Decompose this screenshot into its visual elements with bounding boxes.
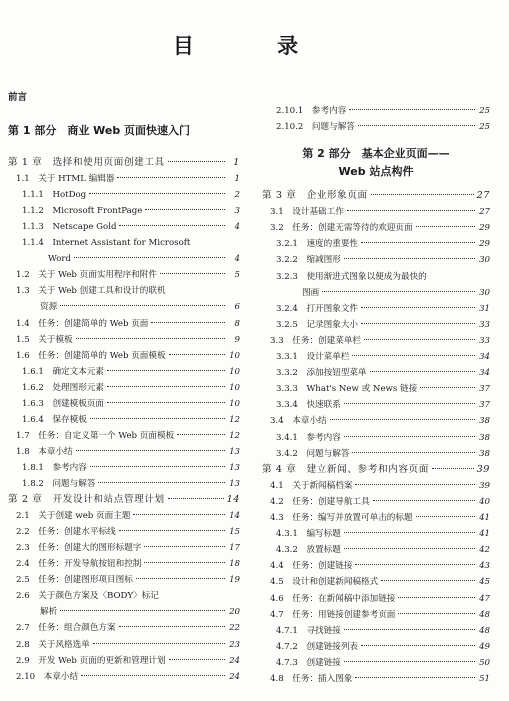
toc-entry — [8, 429, 240, 443]
toc-entry-title: 1.1.3 Netscape Gold — [22, 222, 117, 233]
toc-entry-title: 1.5 关于模板 — [16, 334, 73, 345]
toc-leader-dots — [76, 450, 225, 451]
toc-entry — [262, 334, 490, 348]
toc-entry — [8, 268, 240, 282]
toc-entry — [8, 525, 240, 539]
toc-page-number: 34 — [479, 352, 490, 362]
toc-page-number: 12 — [229, 414, 240, 425]
toc-page-number: 6 — [234, 302, 240, 313]
toc-page-number: 19 — [229, 575, 240, 586]
toc-entry-title: 2.10.1 参考内容 — [276, 106, 347, 116]
toc-entry-title: 1.2 关于 Web 页面实用程序和附件 — [16, 270, 157, 281]
toc-entry — [262, 575, 490, 589]
toc-page-number: 14 — [226, 494, 240, 506]
toc-leader-dots — [169, 659, 225, 660]
toc-entry-title: 3.3.1 设计菜单栏 — [276, 352, 350, 362]
part-2-heading-line1: 第 2 部分 基本企业页面—— — [302, 147, 450, 160]
toc-entry — [8, 461, 240, 475]
toc-leader-dots — [355, 677, 475, 678]
toc-entry-title: 3.2.3 使用渐进式图象以便成为最快的 — [276, 271, 427, 282]
toc-page-number: 48 — [479, 609, 490, 620]
toc-entry — [262, 350, 490, 364]
toc-entry — [8, 621, 240, 635]
toc-leader-dots — [371, 194, 474, 195]
toc-page-number: 45 — [479, 577, 490, 588]
toc-entry — [8, 300, 240, 314]
toc-entry-title: 4.3.2 放置标题 — [276, 545, 341, 556]
toc-leader-dots — [169, 354, 225, 355]
toc-entry — [262, 543, 490, 557]
toc-page-number: 38 — [479, 448, 490, 459]
toc-page-number: 2 — [234, 190, 240, 201]
toc-leader-dots — [81, 675, 225, 676]
toc-page-number: 47 — [479, 593, 490, 604]
toc-leader-dots — [344, 403, 475, 404]
toc-leader-dots — [355, 564, 475, 565]
toc-entry-title: 4.5 设计和创建新闻稿格式 — [270, 577, 379, 588]
toc-entry-title: 4.2 任务：创建导航工具 — [270, 496, 370, 507]
toc-page-number: 10 — [229, 366, 240, 377]
toc-entry — [8, 252, 240, 266]
toc-entry-title: 1.8.1 参考内容 — [22, 462, 87, 473]
toc-entry-title: 3.3.4 快速联系 — [276, 400, 341, 411]
toc-leader-dots — [344, 661, 475, 662]
toc-page-number: 4 — [234, 254, 240, 265]
toc-entry-title: 3.4.2 问题与解答 — [276, 448, 350, 459]
toc-leader-dots — [168, 161, 225, 162]
toc-entry — [8, 349, 240, 363]
toc-entry-title: 1.4 任务：创建简单的 Web 页面 — [16, 318, 149, 329]
toc-entry — [8, 284, 240, 298]
toc-entry-title: 1.8.2 问题与解答 — [22, 479, 96, 489]
toc-entry-title: 3.2.2 缩减图形 — [276, 255, 341, 266]
toc-entry-title: 1.1 关于 HTML 编辑器 — [16, 174, 115, 185]
toc-entry-title: 2.10.2 问题与解答 — [276, 122, 355, 132]
toc-entry — [262, 527, 490, 541]
toc-entry — [8, 333, 240, 347]
toc-entry-title: Word — [48, 254, 72, 265]
toc-entry — [262, 656, 490, 670]
toc-leader-dots — [144, 546, 225, 547]
toc-leader-dots — [432, 468, 474, 469]
toc-entry-title: 3.2.1 速度的重要性 — [276, 239, 359, 250]
toc-entry-title: 2.4 任务：开发导航按钮和控制 — [16, 559, 142, 570]
toc-entry — [8, 204, 240, 218]
toc-entry-title: 2.2 任务：创建水平标线 — [16, 527, 116, 538]
toc-leader-dots — [89, 193, 225, 194]
toc-entry — [262, 104, 490, 118]
toc-page-number: 41 — [479, 529, 490, 540]
toc-chapter-entry — [262, 463, 490, 477]
toc-entry — [262, 382, 490, 396]
toc-entry-title: 4.6 任务：在新闻稿中添加链接 — [270, 593, 396, 604]
toc-entry — [262, 318, 490, 332]
toc-page-number: 8 — [234, 318, 240, 329]
toc-page-number: 42 — [479, 545, 490, 556]
toc-entry-title: 3.3 任务：创建菜单栏 — [270, 335, 362, 346]
toc-entry-title: 3.3.3 What's New 或 News 链接 — [276, 384, 418, 395]
toc-leader-dots — [420, 387, 475, 388]
toc-entry — [8, 477, 240, 491]
toc-entry-title: 4.7.3 创建链接 — [276, 657, 341, 668]
toc-page-number: 18 — [229, 559, 240, 570]
toc-page-number: 51 — [479, 674, 490, 684]
toc-entry-title: 1.7 任务：自定义第一个 Web 页面模板 — [16, 430, 175, 441]
toc-entry-title: 3.2.5 记录图象大小 — [276, 319, 359, 330]
toc-leader-dots — [347, 210, 475, 211]
toc-entry — [8, 365, 240, 379]
toc-entry-title: 4.1 关于新闻稿档案 — [270, 480, 353, 491]
toc-page-number: 38 — [479, 416, 490, 427]
toc-entry — [8, 172, 240, 186]
toc-page-number: 22 — [229, 623, 240, 634]
toc-page-number: 27 — [479, 207, 490, 218]
toc-entry-title: 1.6.4 保存模板 — [22, 414, 87, 425]
toc-leader-dots — [416, 226, 475, 227]
toc-entry — [262, 431, 490, 445]
toc-page-number: 48 — [479, 625, 490, 636]
toc-entry — [8, 638, 240, 652]
toc-page-number: 17 — [229, 543, 240, 554]
toc-entry-title: 4.3.1 编写标题 — [276, 529, 341, 540]
toc-page-number: 41 — [479, 513, 490, 523]
toc-entry — [8, 670, 240, 684]
toc-page-number: 25 — [479, 122, 490, 132]
toc-entry-title: 4.7.1 寻找链接 — [276, 625, 341, 636]
toc-leader-dots — [352, 452, 475, 453]
toc-entry — [8, 397, 240, 411]
toc-leader-dots — [117, 177, 225, 178]
toc-page-number: 23 — [229, 639, 240, 650]
toc-page-number: 24 — [229, 655, 240, 666]
toc-entry-title: 2.6 关于颜色方案及〈BODY〉标记 — [16, 591, 159, 602]
toc-leader-dots — [76, 338, 225, 339]
toc-entry — [262, 398, 490, 412]
toc-leader-dots — [60, 305, 225, 306]
toc-page-number: 30 — [479, 255, 490, 266]
toc-entry-title: 3.2.4 打开图象文件 — [276, 303, 359, 314]
toc-leader-dots — [344, 532, 475, 533]
toc-page-number: 15 — [229, 527, 240, 538]
toc-page-number: 38 — [479, 432, 490, 443]
toc-leader-dots — [370, 371, 475, 372]
toc-leader-dots — [322, 291, 475, 292]
toc-entry — [262, 640, 490, 654]
toc-leader-dots — [361, 242, 475, 243]
toc-chapter-entry — [8, 156, 240, 170]
toc-page-number: 43 — [479, 561, 490, 572]
toc-page-number: 13 — [229, 446, 240, 457]
toc-leader-dots — [160, 273, 225, 274]
toc-leader-dots — [177, 434, 225, 435]
toc-entry-title: 2.10 本章小结 — [16, 671, 79, 682]
toc-leader-dots — [358, 125, 475, 126]
toc-leader-dots — [344, 436, 475, 437]
toc-page-number: 37 — [479, 384, 490, 395]
toc-leader-dots — [364, 339, 475, 340]
toc-leader-dots — [98, 482, 225, 483]
toc-entry — [8, 589, 240, 603]
toc-page-number: 5 — [234, 270, 240, 281]
toc-entry-title: 4.7 任务：用链接创建参考页面 — [270, 609, 396, 620]
toc-leader-dots — [330, 419, 475, 420]
toc-page-number: 24 — [229, 671, 240, 682]
toc-entry-title: 1.1.1 HotDog — [22, 190, 87, 201]
toc-entry — [262, 120, 490, 134]
toc-leader-dots — [133, 514, 225, 515]
toc-leader-dots — [168, 498, 224, 499]
toc-entry-title: 2.9 开发 Web 页面的更新和管理计划 — [16, 655, 166, 666]
toc-entry — [8, 413, 240, 427]
toc-entry-title: 图画 — [302, 287, 320, 298]
toc-page-number: 50 — [479, 657, 490, 668]
toc-leader-dots — [344, 258, 475, 259]
toc-entry-title: 4.4 任务：创建链接 — [270, 561, 353, 572]
toc-leader-dots — [107, 386, 225, 387]
toc-entry — [8, 654, 240, 668]
toc-leader-dots — [361, 323, 475, 324]
part-1-heading: 第 1 部分 商业 Web 页面快速入门 — [8, 124, 191, 137]
toc-entry-title: 3.4 本章小结 — [270, 416, 327, 427]
toc-leader-dots — [398, 597, 475, 598]
toc-entry — [8, 509, 240, 523]
toc-entry — [262, 592, 490, 606]
toc-entry — [262, 414, 490, 428]
toc-entry-title: 3.4.1 参考内容 — [276, 432, 341, 443]
toc-page-number: 20 — [229, 607, 240, 618]
toc-leader-dots — [373, 500, 475, 501]
toc-entry-title: 1.1.4 Internet Assistant for Microsoft — [22, 238, 191, 249]
toc-entry — [262, 366, 490, 380]
toc-page-number: 10 — [229, 398, 240, 409]
toc-entry-title: 3.3.2 添加按钮型菜单 — [276, 368, 367, 379]
toc-page-number: 37 — [479, 400, 490, 411]
toc-page-number: 39 — [479, 480, 490, 491]
toc-entry-title: 1.3 关于 Web 创建工具和设计的联机 — [16, 286, 166, 297]
toc-leader-dots — [144, 562, 225, 563]
toc-entry-title: 2.5 任务：创建图形项目图标 — [16, 575, 133, 586]
toc-page-number: 39 — [476, 463, 490, 475]
toc-entry-title: 4.3 任务：编写并放置可单击的标题 — [270, 513, 413, 523]
toc-entry-title: 2.7 任务：组合颜色方案 — [16, 623, 116, 634]
toc-leader-dots — [349, 109, 475, 110]
toc-entry-title: 2.8 关于风格选单 — [16, 639, 90, 650]
toc-entry — [262, 447, 490, 461]
toc-chapter-entry — [262, 189, 490, 203]
toc-entry-title: 1.6 任务：创建简单的 Web 页面模板 — [16, 350, 166, 361]
toc-leader-dots — [74, 257, 225, 258]
toc-leader-dots — [361, 307, 475, 308]
toc-page-number: 1 — [234, 174, 240, 185]
toc-page-number: 33 — [479, 319, 490, 330]
toc-page-number: 29 — [479, 223, 490, 234]
toc-page-number: 25 — [479, 106, 490, 116]
toc-page-number: 14 — [229, 511, 240, 522]
toc-entry-title: 1.1.2 Microsoft FrontPage — [22, 206, 143, 217]
toc-leader-dots — [119, 225, 225, 226]
toc-entry — [262, 608, 490, 622]
toc-page-number: 1 — [233, 157, 240, 168]
toc-entry — [8, 541, 240, 555]
toc-entry — [262, 253, 490, 267]
toc-entry-title: 解析 — [40, 607, 58, 618]
toc-page-number: 27 — [476, 190, 490, 201]
toc-page-number: 40 — [479, 496, 490, 507]
toc-entry — [262, 237, 490, 251]
toc-page-number: 3 — [234, 206, 240, 217]
toc-page-number: 30 — [479, 287, 490, 298]
toc-page-number: 33 — [479, 335, 490, 346]
toc-leader-dots — [151, 322, 225, 323]
toc-entry — [262, 205, 490, 219]
toc-leader-dots — [145, 209, 225, 210]
toc-entry — [8, 317, 240, 331]
toc-page-number: 10 — [229, 350, 240, 361]
toc-entry — [262, 672, 490, 686]
toc-entry-title: 1.6.2 处理图形元素 — [22, 382, 105, 393]
toc-chapter-entry — [8, 493, 240, 507]
part-2-heading-line2: Web 站点构件 — [338, 165, 414, 178]
toc-entry — [8, 236, 240, 250]
toc-leader-dots — [60, 610, 225, 611]
toc-entry — [262, 511, 490, 525]
toc-entry — [8, 573, 240, 587]
toc-entry — [262, 270, 490, 284]
toc-entry — [8, 188, 240, 202]
toc-entry — [262, 479, 490, 493]
preface-heading: 前言 — [8, 92, 28, 103]
toc-entry-title: 第 3 章 企业形象页面 — [262, 190, 368, 201]
toc-leader-dots — [355, 484, 475, 485]
toc-entry-title: 3.1 设计基础工作 — [270, 207, 344, 218]
toc-entry — [8, 557, 240, 571]
toc-entry-title: 资源 — [40, 302, 58, 313]
toc-page-number: 29 — [479, 239, 490, 250]
toc-entry-title: 第 2 章 开发设计和站点管理计划 — [8, 494, 165, 506]
toc-entry — [262, 286, 490, 300]
toc-leader-dots — [119, 626, 225, 627]
toc-leader-dots — [352, 355, 475, 356]
toc-leader-dots — [344, 548, 475, 549]
toc-entry — [262, 495, 490, 509]
toc-entry — [8, 605, 240, 619]
toc-entry-title: 4.8 任务：插入图象 — [270, 674, 353, 684]
toc-page-number: 13 — [229, 462, 240, 473]
toc-leader-dots — [398, 613, 475, 614]
toc-right-column — [262, 0, 490, 701]
toc-entry-title: 第 4 章 建立新闻、参考和内容页面 — [262, 463, 429, 475]
toc-leader-dots — [361, 645, 475, 646]
toc-leader-dots — [416, 516, 475, 517]
toc-entry-title: 1.8 本章小结 — [16, 446, 73, 457]
toc-leader-dots — [381, 580, 475, 581]
toc-leader-dots — [344, 629, 475, 630]
toc-leader-dots — [107, 402, 225, 403]
toc-entry — [262, 221, 490, 235]
toc-entry — [262, 624, 490, 638]
toc-leader-dots — [90, 466, 225, 467]
toc-entry — [8, 220, 240, 234]
toc-page-number: 49 — [479, 641, 490, 652]
toc-entry-title: 2.3 任务：创建大的图形标题字 — [16, 543, 142, 554]
page-title: 目 录 — [172, 34, 337, 58]
toc-entry — [8, 381, 240, 395]
toc-leader-dots — [90, 418, 225, 419]
toc-entry-title: 1.6.1 确定文本元素 — [22, 366, 105, 377]
toc-page-number: 31 — [479, 303, 490, 314]
toc-entry-title: 3.2 任务：创建无需等待的欢迎页面 — [270, 223, 413, 234]
toc-entry-title: 4.7.2 创建链接列表 — [276, 641, 359, 652]
toc-leader-dots — [93, 643, 225, 644]
toc-entry-title: 第 1 章 选择和使用页面创建工具 — [8, 157, 165, 168]
toc-page-number: 10 — [229, 382, 240, 393]
toc-entry-title: 2.1 关于创建 web 页面主题 — [16, 511, 131, 522]
toc-leader-dots — [107, 370, 225, 371]
toc-page-number: 34 — [479, 368, 490, 379]
toc-entry — [8, 445, 240, 459]
toc-page-number: 9 — [234, 334, 240, 345]
toc-leader-dots — [136, 578, 225, 579]
toc-entry-title: 1.6.3 创建模板页面 — [22, 398, 105, 409]
toc-page-number: 4 — [234, 222, 240, 233]
toc-leader-dots — [119, 530, 225, 531]
toc-left-column — [8, 0, 240, 701]
toc-entry — [262, 302, 490, 316]
toc-page-number: 13 — [229, 479, 240, 489]
toc-page-number: 12 — [229, 430, 240, 441]
toc-entry — [262, 559, 490, 573]
